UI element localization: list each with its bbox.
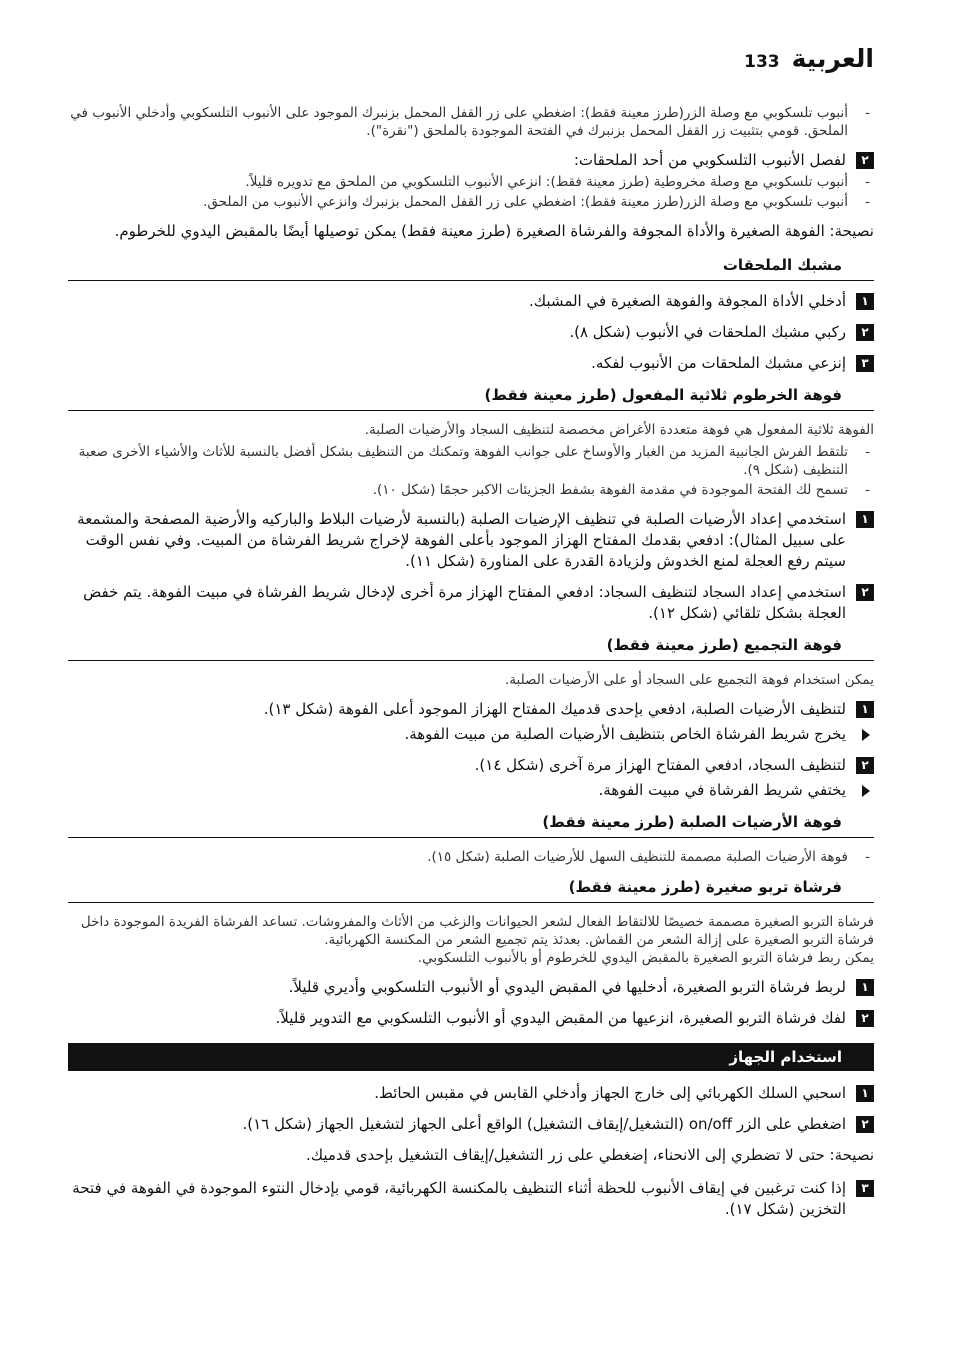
step: ٢ ركبي مشبك الملحقات في الأنبوب (شكل ٨). xyxy=(68,322,874,343)
step: ٢ لفك فرشاة التربو الصغيرة، انزعيها من المقبض اليدوي أو الأنبوب التلسكوبي مع التدوير قليلاً. xyxy=(68,1008,874,1029)
hardfloor-bullets xyxy=(68,848,874,866)
step-result: يختفي شريط الفرشاة في مبيت الفوهة. xyxy=(68,780,874,801)
step-number-badge: ٢ xyxy=(856,1116,874,1133)
step-number-badge: ٢ xyxy=(856,584,874,601)
step-number-badge: ١ xyxy=(856,979,874,996)
paragraph: الفوهة ثلاثية المفعول هي فوهة متعددة الأغراض مخصصة لتنظيف السجاد والأرضيات الصلبة. xyxy=(364,422,874,438)
step: ٣ إنزعي مشبك الملحقات من الأنبوب لفكه. xyxy=(68,353,874,374)
step: ١ اسحبي السلك الكهربائي إلى خارج الجهاز وأدخلي القابس في مقبس الحائط. xyxy=(68,1083,874,1104)
step-number-badge: ١ xyxy=(856,293,874,310)
paragraph: يمكن استخدام فوهة التجميع على السجاد أو على الأرضيات الصلبة. xyxy=(504,672,874,688)
step-number-badge: ٢ xyxy=(856,324,874,341)
tip-text: نصيحة: حتى لا تضطري إلى الانحناء، إضغطي على زر التشغيل/إيقاف التشغيل بإحدى قدميك. xyxy=(305,1146,874,1164)
step-text: لفصل الأنبوب التلسكوبي من أحد الملحقات: xyxy=(573,151,846,169)
list-item: - تسمح لك الفتحة الموجودة في مقدمة الفوهة بشفط الجزيئات الاكبر حجمًا (شكل ١٠). xyxy=(372,482,870,498)
section-heading-combi: فوهة التجميع (طرز معينة فقط) xyxy=(68,634,874,661)
tip-text: نصيحة: الفوهة الصغيرة والأداة المجوفة والفرشاة الصغيرة (طرز معينة فقط) يمكن توصيلها أيضًا بالمقبض اليدوي للخرطوم. xyxy=(114,222,874,240)
step: ١ استخدمي إعداد الأرضيات الصلبة في تنظيف الإرضيات الصلبة (بالنسبة لأرضيات البلاط والباركيه والأرضية المصفحة والمشمعة على سبيل المثال): ادفعي بقدمك المفتاح الهزاز الموجود بأعلى الفوهة لإخراج شريط الفرشاة من المبيت. وفي نفس الوقت سيتم رفع العجلة لمنع الخدوش ولزيادة القدرة على المناورة (شكل ١١). xyxy=(68,509,874,572)
step: ١ لربط فرشاة التربو الصغيرة، أدخليها في المقبض اليدوي أو الأنبوب التلسكوبي وأديري قليلاً. xyxy=(68,977,874,998)
section-heading-turbo: فرشاة تربو صغيرة (طرز معينة فقط) xyxy=(68,876,874,903)
page-content xyxy=(68,104,874,1230)
step-number-badge: ٢ xyxy=(856,152,874,169)
intro-bullets xyxy=(68,104,874,140)
section-heading-using: استخدام الجهاز xyxy=(68,1043,874,1071)
paragraph: فرشاة التربو الصغيرة مصممة خصيصًا للالتقاط الفعال لشعر الحيوانات والزغب من الأثاث والمفروشات. تساعد الفرشاة الفريدة الموجودة داخل فرشاة التربو الصغيرة على إزالة الشعر من القماش. بعدئذ يتم تجميع الشعر من المكنسة الكهربائية. xyxy=(80,914,874,948)
step-number-badge: ٣ xyxy=(856,1180,874,1197)
step-number-badge: ٣ xyxy=(856,355,874,372)
triactive-bullets xyxy=(68,443,874,499)
step: ١ أدخلي الأداة المجوفة والفوهة الصغيرة في المشبك. xyxy=(68,291,874,312)
section-heading-hardfloor: فوهة الأرضيات الصلبة (طرز معينة فقط) xyxy=(68,811,874,838)
step: ٢ لتنظيف السجاد، ادفعي المفتاح الهزاز مرة آخرى (شكل ١٤). xyxy=(68,755,874,776)
step: ٢ استخدمي إعداد السجاد لتنظيف السجاد: ادفعي المفتاح الهزاز مرة أخرى لإدخال شريط الفرشاة في مبيت الفوهة. يتم خفض العجلة بشكل تلقائي (شكل ١٢). xyxy=(68,582,874,624)
step-result: يخرج شريط الفرشاة الخاص بتنظيف الأرضيات الصلبة من مبيت الفوهة. xyxy=(68,724,874,745)
list-item: - فوهة الأرضيات الصلبة مصممة للتنظيف السهل للأرضيات الصلبة (شكل ١٥). xyxy=(427,849,870,865)
step-number-badge: ١ xyxy=(856,701,874,718)
list-item: - أنبوب تلسكوبي مع وصلة الزر(طرز معينة فقط): اضغطي على زر القفل المحمل بزنبرك الموجود على الأنبوب التلسكوبي وأدخلي الأنبوب في الملحق. قومي بتثبيت زر القفل المحمل بزنبرك في الفتحة الموجودة بالملحق ("نقرة"). xyxy=(70,105,870,139)
list-item: - أنبوب تلسكوبي مع وصلة مخروطية (طرز معينة فقط): انزعي الأنبوب التلسكوبي من الملحق مع تدويره قليلاً. xyxy=(245,174,870,190)
step-number-badge: ٢ xyxy=(856,757,874,774)
paragraph: يمكن ربط فرشاة التربو الصغيرة بالمقبض اليدوي للخرطوم أو بالأنبوب التلسكوبي. xyxy=(417,950,874,966)
step-number-badge: ٢ xyxy=(856,1010,874,1027)
page-title: العربية xyxy=(791,44,874,73)
step: ١ لتنظيف الأرضيات الصلبة، ادفعي بإحدى قدميك المفتاح الهزاز الموجود أعلى الفوهة (شكل ١٣). xyxy=(68,699,874,720)
result-arrow-icon xyxy=(862,729,870,741)
page-number: 133 xyxy=(744,52,780,72)
detach-bullets xyxy=(68,173,874,211)
step-number-badge: ١ xyxy=(856,1085,874,1102)
result-arrow-icon xyxy=(862,785,870,797)
step: ٣ إذا كنت ترغبين في إيقاف الأنبوب للحظة أثناء التنظيف بالمكنسة الكهربائية، قومي بإدخال النتوء الموجودة في الفوهة في فتحة التخزين (شكل ١٧). xyxy=(68,1178,874,1220)
list-item: - أنبوب تلسكوبي مع وصلة الزر(طرز معينة فقط): اضغطي على زر القفل المحمل بزنبرك وانزعي الأنبوب من الملحق. xyxy=(203,194,870,210)
page-header xyxy=(744,44,874,73)
step-number-badge: ١ xyxy=(856,511,874,528)
step: ٢ اضغطي على الزر on/off (التشغيل/إيقاف التشغيل) الواقع أعلى الجهاز لتشغيل الجهاز (شكل ١٦). xyxy=(68,1114,874,1135)
detach-step xyxy=(68,150,874,171)
list-item: - تلتقط الفرش الجانبية المزيد من الغبار والأوساخ على جوانب الفوهة وتمكنك من التنظيف بشكل أفضل بالنسبة للأثاث والأشياء الأخرى صعبة التنظيف (شكل ٩). xyxy=(78,444,870,478)
section-heading-clip: مشبك الملحقات xyxy=(68,254,874,281)
section-heading-triactive: فوهة الخرطوم ثلاثية المفعول (طرز معينة فقط) xyxy=(68,384,874,411)
